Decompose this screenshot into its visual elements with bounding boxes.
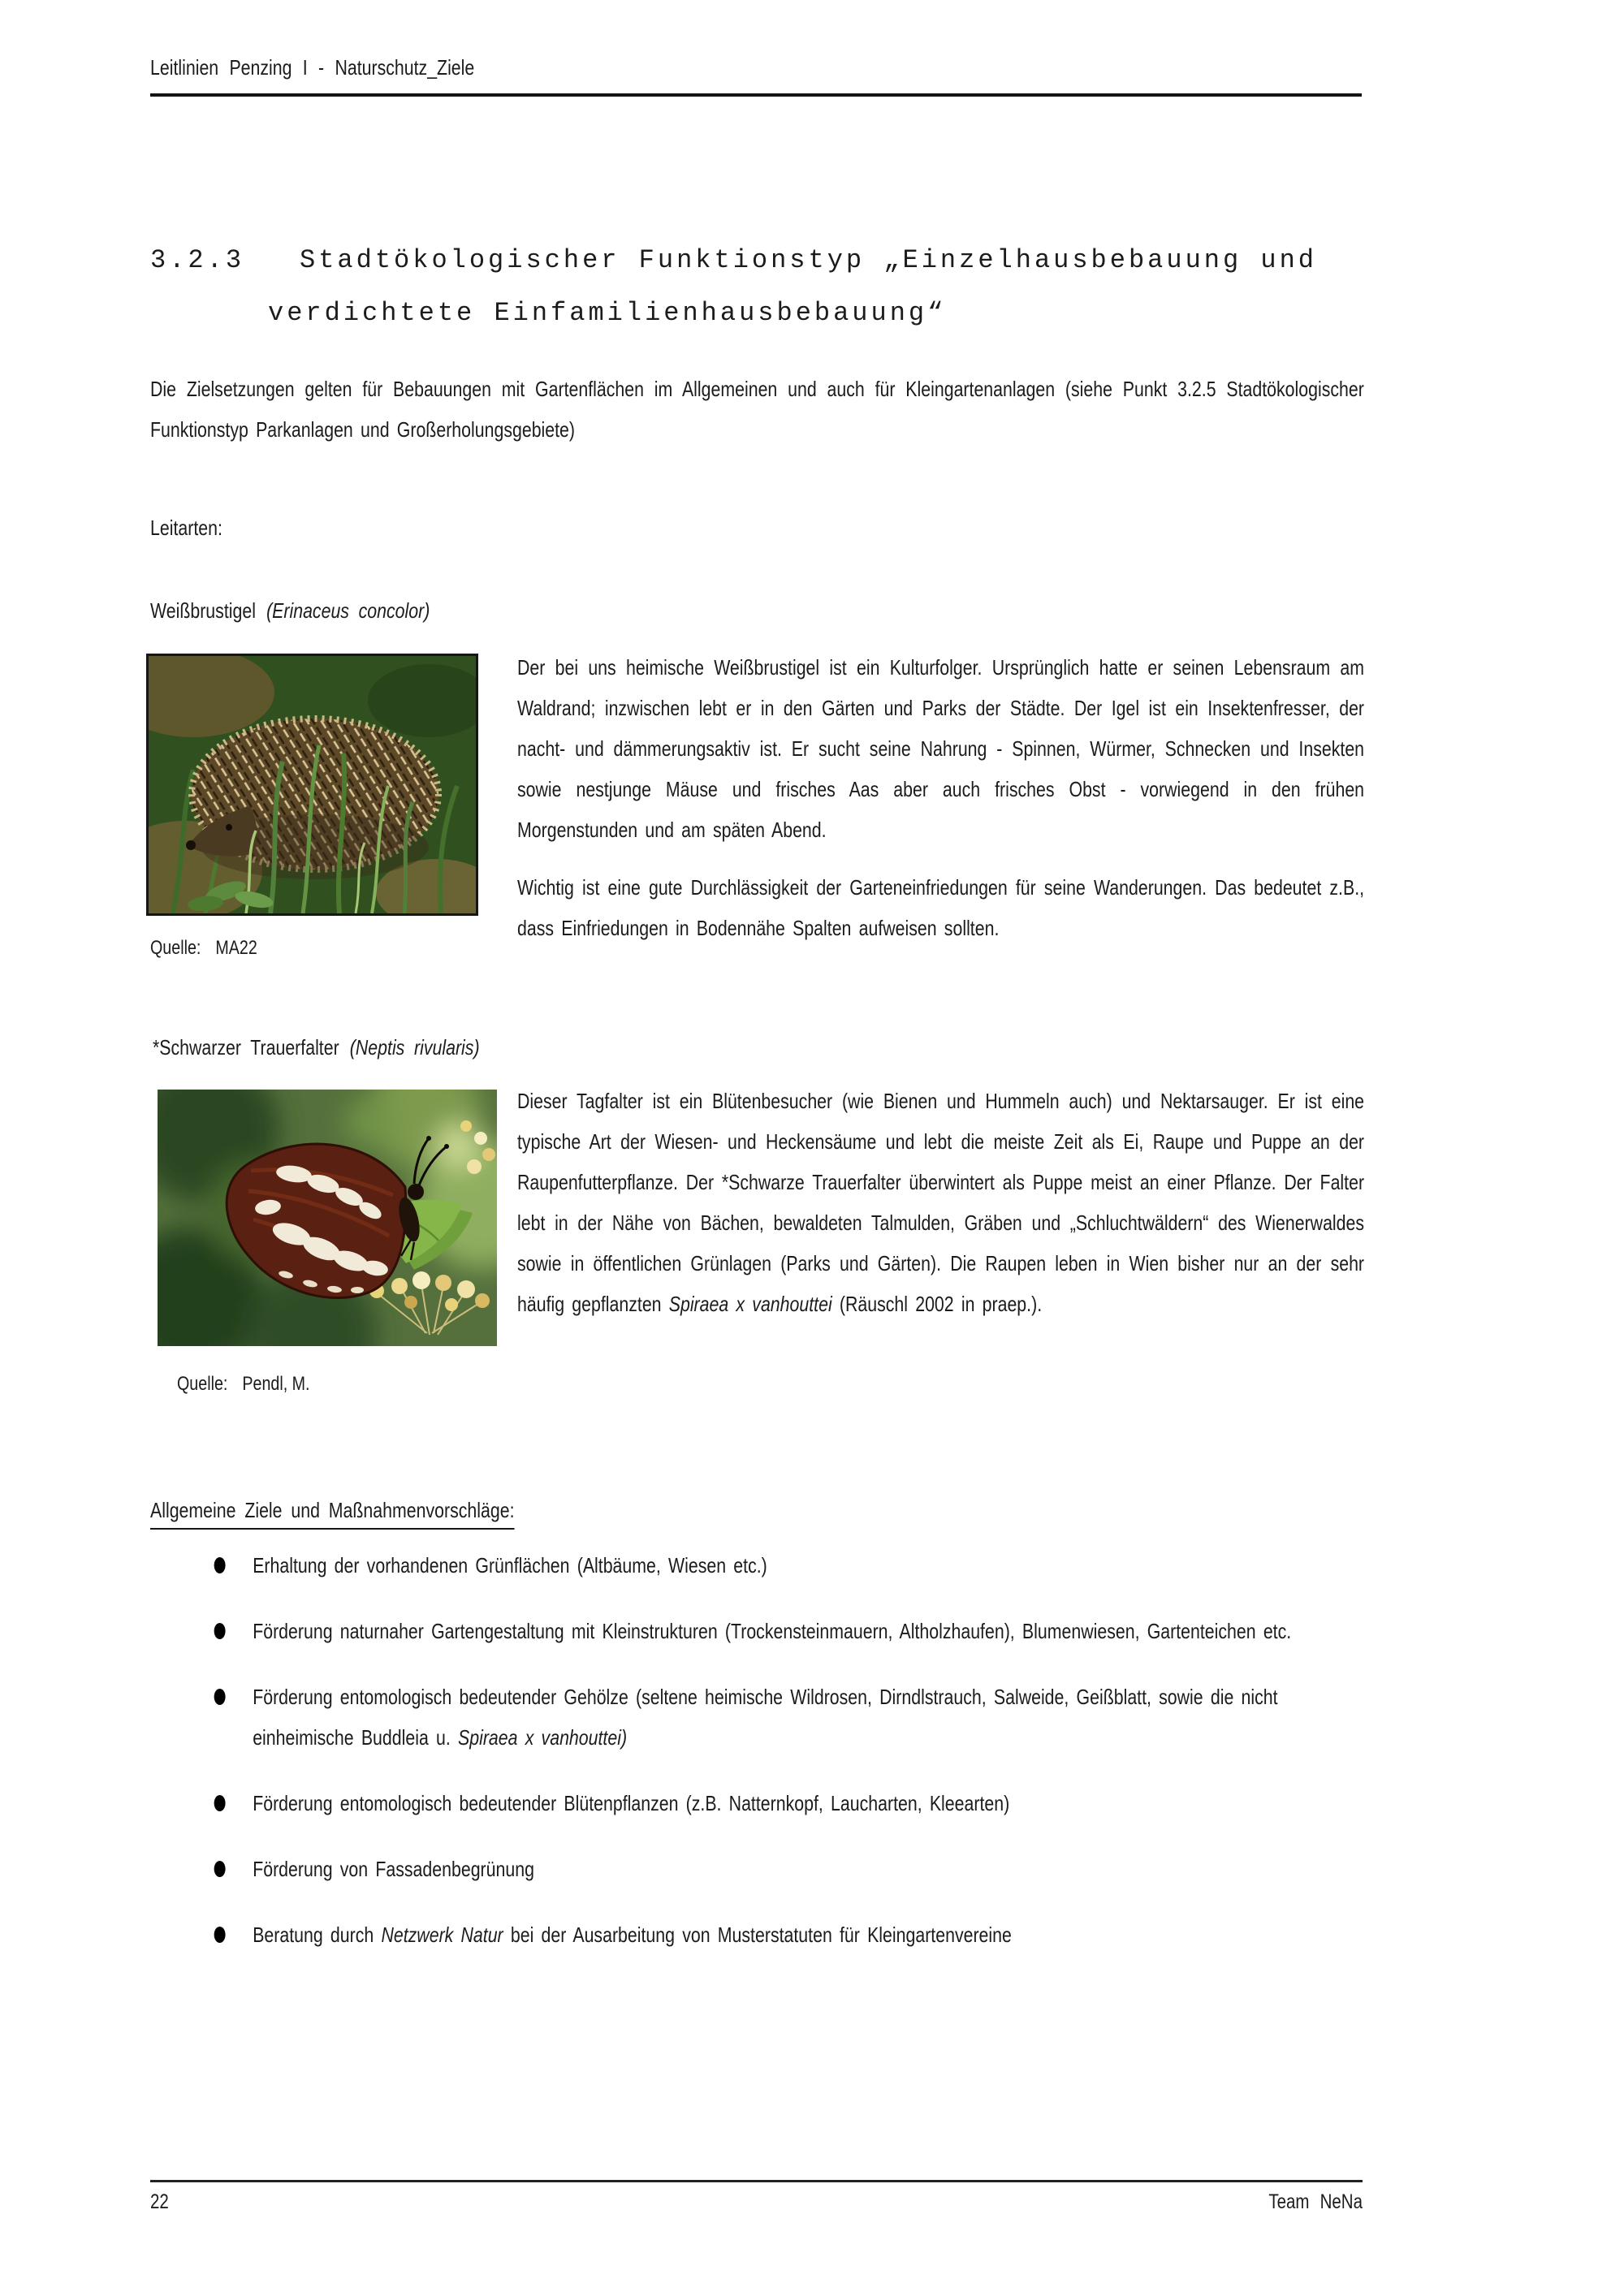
bullet-icon: [214, 1557, 226, 1573]
footer-rule: [150, 2180, 1363, 2182]
species2-description: [517, 1081, 1364, 1324]
section-heading: [150, 234, 1317, 339]
species2-latin-name: (Neptis rivularis): [349, 1035, 480, 1060]
species1-name-line: [150, 598, 430, 623]
bullet-icon: [214, 1861, 226, 1877]
goal-item: Beratung durch Netzwerk Natur bei der Ausarbeitung von Musterstatuten für Kleingartenvereine: [213, 1914, 1365, 1955]
goal-item: Förderung naturnaher Gartengestaltung mit Kleinstrukturen (Trockensteinmauern, Altholzhaufen), Blumenwiesen, Gartenteichen etc.: [213, 1611, 1365, 1651]
species1-paragraph1: Der bei uns heimische Weißbrustigel ist ein Kulturfolger. Ursprünglich hatte er seinen Lebensraum am Waldrand; inzwischen lebt er in den Gärten und Parks der Städte. Der Igel ist ein Insektenfresser, der nacht- und dämmerungsaktiv ist. Er sucht seine Nahrung - Spinnen, Würmer, Schnecken und Insekten sowie nestjunge Mäuse und frisches Aas aber auch frisches Obst - vorwiegend in den frühen Morgenstunden und am späten Abend.: [517, 655, 1365, 842]
goal-item: Förderung von Fassadenbegrünung: [213, 1849, 1365, 1889]
species1-source-value: MA22: [215, 937, 257, 959]
species1-name: Weißbrustigel: [150, 598, 256, 623]
goals-list: [213, 1545, 1365, 1980]
species1-source-label: Quelle:: [150, 937, 201, 959]
species2-paragraph-pre: Dieser Tagfalter ist ein Blütenbesucher (wie Bienen und Hummeln auch) und Nektarsauger. Er ist eine typische Art der Wiesen- und Heckensäume und lebt die meiste Zeit als Ei, Raupe und Puppe an der Raupenfutterpflanze. Der *Schwarze Trauerfalter überwintert als Puppe meist an einer Pflanze. Der Falter lebt in der Nähe von Bächen, bewaldeten Talmulden, Gräben und „Schluchtwäldern“ des Wienerwaldes sowie in öffentlichen Grünlagen (Parks und Gärten). Die Raupen leben in Wien bisher nur an der sehr häufig gepflanzten: [517, 1089, 1365, 1316]
goals-heading: Allgemeine Ziele und Maßnahmenvorschläge:: [150, 1498, 515, 1530]
species2-name-line: [153, 1035, 480, 1060]
species1-latin-name: (Erinaceus concolor): [266, 598, 430, 623]
species2-source-value: Pendl, M.: [242, 1373, 310, 1395]
header-rule: [150, 93, 1362, 97]
species2-name: *Schwarzer Trauerfalter: [153, 1035, 339, 1060]
hedgehog-photo-graphic: [149, 656, 476, 913]
bullet-icon: [214, 1795, 226, 1811]
hedgehog-photo: [146, 654, 478, 916]
species1-paragraph2: Wichtig ist eine gute Durchlässigkeit der Garteneinfriedungen für seine Wanderungen. Das bedeutet z.B., dass Einfriedungen in Bodennähe Spalten aufweisen sollten.: [517, 875, 1365, 940]
bullet-icon: [214, 1689, 226, 1705]
butterfly-photo: [158, 1090, 497, 1346]
page-number: 22: [150, 2190, 169, 2213]
section-title-line2: verdichtete Einfamilienhausbebauung“: [268, 298, 947, 328]
section-number: 3.2.3: [150, 245, 245, 275]
footer-team: Team NeNa: [1268, 2190, 1363, 2213]
section-title-line1: Stadtökologischer Funktionstyp „Einzelhausbebauung und: [300, 245, 1317, 275]
species2-paragraph: [517, 1081, 1364, 1324]
goal-item: Förderung entomologisch bedeutender Gehölze (seltene heimische Wildrosen, Dirndlstrauch, Salweide, Geißblatt, sowie die nicht einheimische Buddleia u. Spiraea x vanhouttei): [213, 1677, 1365, 1758]
species2-paragraph-post: (Räuschl 2002 in praep.).: [831, 1292, 1043, 1316]
species1-description: [517, 647, 1364, 948]
leitarten-label: Leitarten:: [150, 516, 222, 540]
goal-item: Erhaltung der vorhandenen Grünflächen (Altbäume, Wiesen etc.): [213, 1545, 1365, 1586]
section-heading-line1: [150, 234, 1317, 287]
species1-source-caption: [150, 936, 257, 960]
goal-item: Förderung entomologisch bedeutender Blütenpflanzen (z.B. Natternkopf, Laucharten, Kleearten): [213, 1783, 1365, 1823]
species2-source-caption: [177, 1372, 310, 1396]
butterfly-photo-graphic: [158, 1090, 497, 1346]
page-header-title: Leitlinien Penzing I - Naturschutz_Ziele: [150, 55, 475, 80]
bullet-icon: [214, 1623, 226, 1639]
bullet-icon: [214, 1927, 226, 1943]
intro-paragraph: Die Zielsetzungen gelten für Bebauungen mit Gartenflächen im Allgemeinen und auch für Kleingartenanlagen (siehe Punkt 3.2.5 Stadtökologischer Funktionstyp Parkanlagen und Großerholungsgebiete): [150, 377, 1364, 442]
species2-source-label: Quelle:: [177, 1373, 228, 1395]
species2-paragraph-latin: Spiraea x vanhouttei: [668, 1292, 832, 1316]
